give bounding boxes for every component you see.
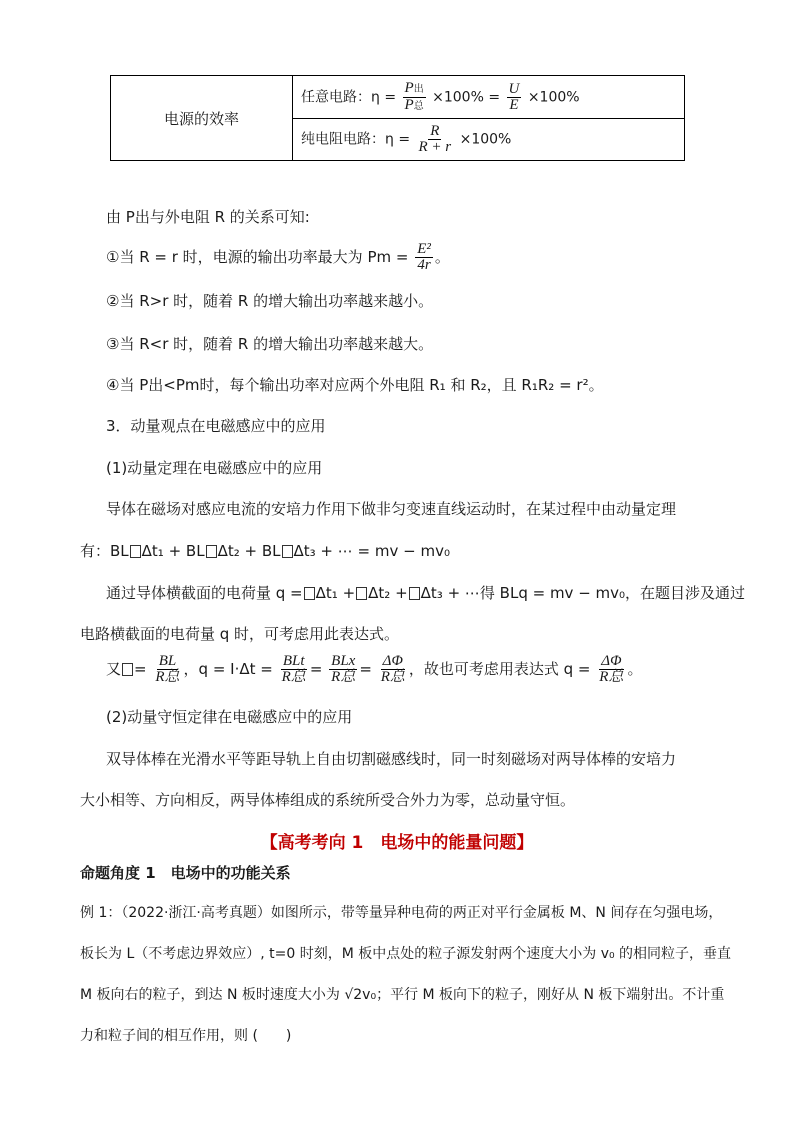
text-line-12: 又 = $\frac{BL}{\text{R总}}$ ，q = I·Δt = $\frac{\text{BLt}}{\text{R总}}$ = $\frac{\text{BLx}}{\text{R总}}$ = $\frac{\Delta\Phi}{\text{R总}}$ ，故也可考虑用表达式 q = $\frac{\Delta\Phi}{\text{R总}}$ 。: [106, 653, 643, 685]
text-line-5: ④当 P出<Pm时，每个输出功率对应两个外电阻 R₁ 和 R₂，且 R₁R₂ = r²。: [106, 376, 604, 394]
row2-frac: $\frac{R}{R + r}$: [418, 123, 452, 155]
example-line-4: 力和粒子间的相互作用，则 ( ): [80, 1028, 292, 1044]
text-line-14: 双导体棒在光滑水平等距导轨上自由切割磁感线时，同一时刻磁场对两导体棒的安培力: [106, 750, 677, 768]
row1-frac1: $\frac{\text{P出}}{\text{P总}}$: [404, 79, 424, 113]
text-line-7: (1)动量定理在电磁感应中的应用: [106, 459, 323, 477]
efficiency-any-circuit: [293, 76, 685, 119]
pm-frac: $\frac{\text{E²}}{4r}$: [417, 241, 431, 273]
efficiency-table: [110, 75, 685, 161]
efficiency-label: 电源的效率: [111, 76, 293, 161]
row2-suffix: ×100%: [459, 131, 512, 148]
text-line-4: ③当 R<r 时，随着 R 的增大输出功率越来越大。: [106, 335, 434, 353]
text-line-10: 通过导体横截面的电荷量 q = Δt₁ + Δt₂ + Δt₃ + ⋯得 BLq = mv − mv₀，在题目涉及通过: [106, 584, 746, 602]
row1-frac2: $\frac{U}{E}$: [508, 80, 520, 113]
text-line-11: 电路横截面的电荷量 q 时，可考虑用此表达式。: [80, 625, 400, 643]
example-line-3: M 板向右的粒子，到达 N 板时速度大小为 √2v₀；平行 M 板向下的粒子，刚好从 N 板下端射出。不计重: [80, 987, 725, 1003]
text-line-9: 有：BL Δt₁ + BL Δt₂ + BL Δt₃ + ⋯ = mv − mv₀: [80, 542, 450, 560]
text-line-2: ①当 R = r 时，电源的输出功率最大为 Pm = $\frac{\text{E²}}{4r}$ 。: [106, 241, 450, 273]
section-subhead: 命题角度 1 电场中的功能关系: [80, 864, 291, 882]
row1-suffix: ×100%: [527, 89, 580, 105]
example-line-1: 例 1：（2022·浙江·高考真题）如图所示，带等量异种电荷的两正对平行金属板 M、N 间存在匀强电场，: [80, 905, 723, 921]
text-line-13: (2)动量守恒定律在电磁感应中的应用: [106, 708, 353, 726]
text-line-6: 3．动量观点在电磁感应中的应用: [106, 417, 326, 435]
text-line-15: 大小相等、方向相反，两导体棒组成的系统所受合外力为零，总动量守恒。: [80, 791, 576, 809]
text-line-8: 导体在磁场对感应电流的安培力作用下做非匀变速直线运动时，在某过程中由动量定理: [106, 500, 677, 518]
row2-prefix: 纯电阻电路：η =: [301, 131, 411, 148]
row1-mid: ×100% =: [432, 89, 501, 105]
text-line-3: ②当 R>r 时，随着 R 的增大输出功率越来越小。: [106, 292, 434, 310]
efficiency-pure-resistor: [293, 119, 685, 161]
section-heading: 【高考考向 1 电场中的能量问题】: [260, 833, 534, 853]
row1-prefix: 任意电路：η =: [301, 89, 397, 105]
example-line-2: 板长为 L（不考虑边界效应）, t=0 时刻，M 板中点处的粒子源发射两个速度大小为 v₀ 的相同粒子，垂直: [80, 946, 732, 962]
text-line-1: 由 P出与外电阻 R 的关系可知:: [106, 208, 310, 226]
